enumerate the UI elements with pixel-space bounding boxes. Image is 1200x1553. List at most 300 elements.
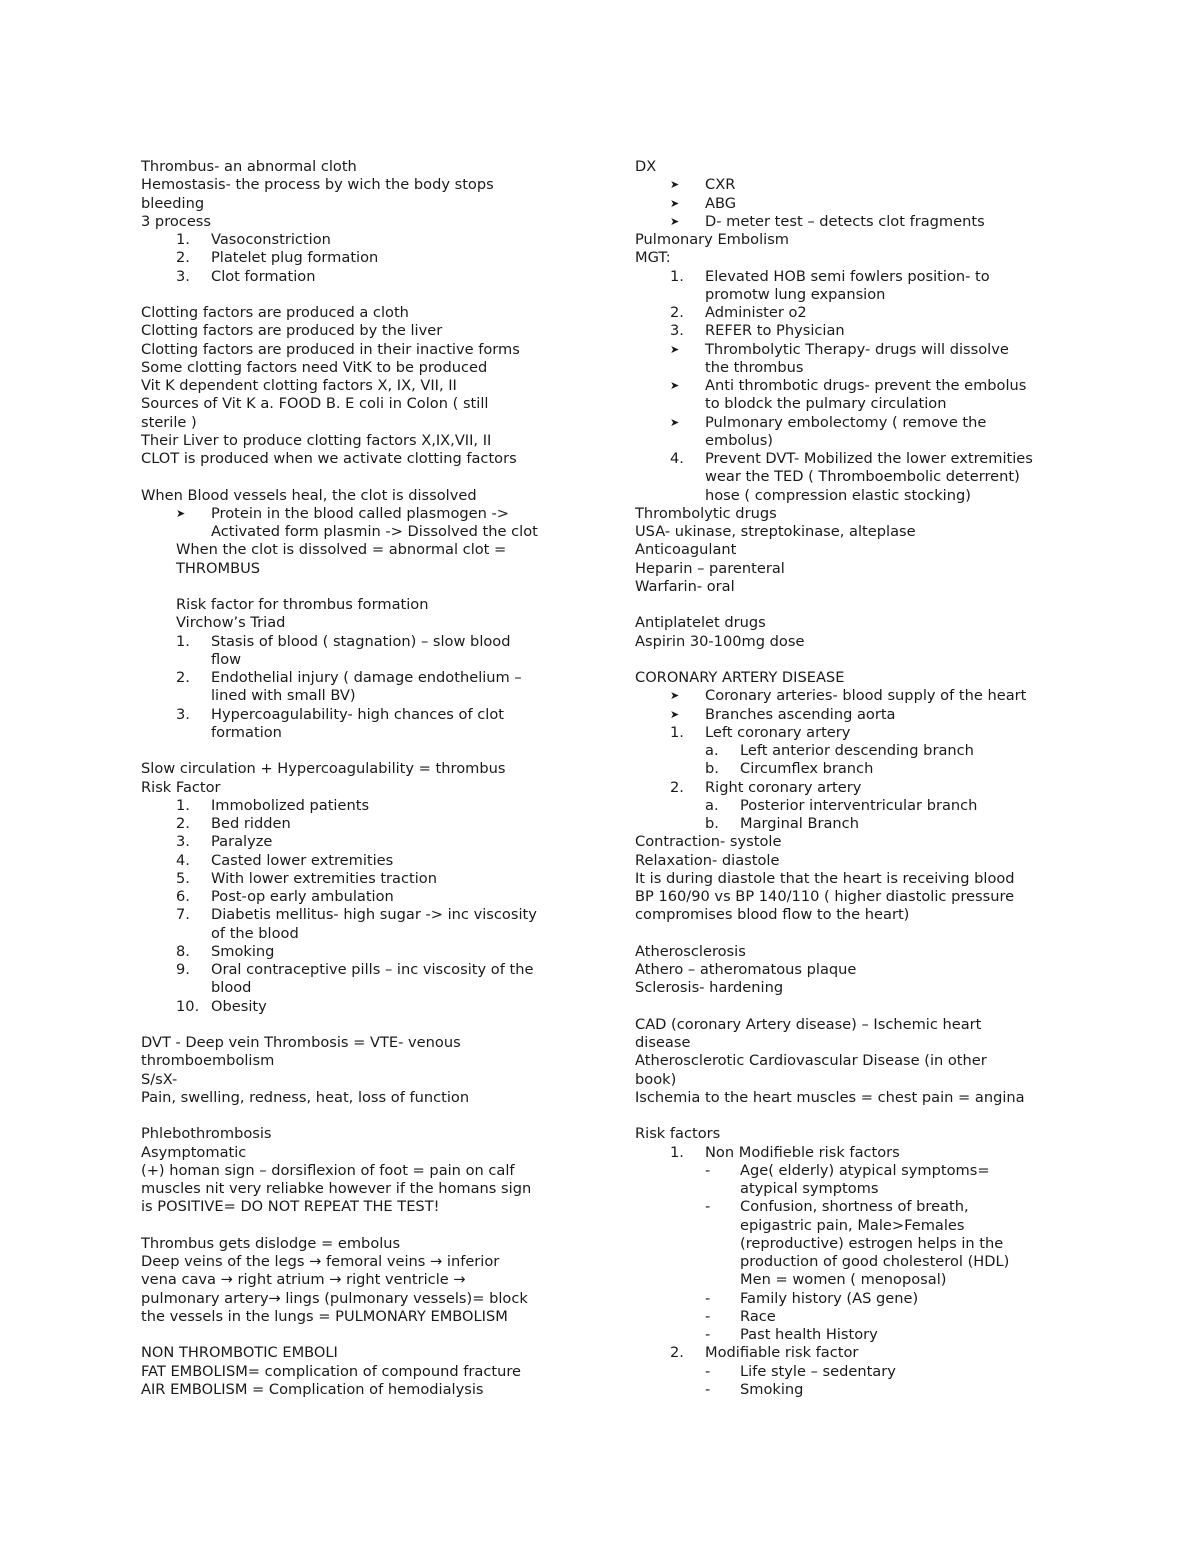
text-line	[141, 1162, 581, 1180]
line-text: Smoking	[740, 1380, 804, 1398]
line-text: muscles nit very reliabke however if the homans sign	[141, 1180, 532, 1197]
list-item	[141, 815, 581, 833]
left-column	[141, 158, 581, 1399]
text-line	[141, 377, 581, 395]
text-line	[635, 669, 1075, 687]
line-text: Atherosclerosis	[635, 942, 746, 960]
text-line	[635, 505, 1075, 523]
arrow-bullet-icon: ➤	[670, 379, 680, 392]
text-line	[141, 687, 581, 705]
text-line	[635, 523, 1075, 541]
line-text: Phlebothrombosis	[141, 1125, 272, 1143]
text-line	[635, 833, 1075, 851]
line-text: Pain, swelling, redness, heat, loss of function	[141, 1088, 470, 1106]
text-line	[141, 979, 581, 997]
line-text: Family history (AS gene)	[740, 1289, 919, 1307]
list-item	[635, 414, 1075, 432]
line-text: With lower extremities traction	[211, 869, 437, 887]
text-line	[141, 1089, 581, 1107]
text-line	[141, 925, 581, 943]
text-line	[141, 414, 581, 432]
list-item	[141, 505, 581, 523]
line-text: Obesity	[211, 997, 267, 1015]
list-item	[141, 888, 581, 906]
line-text: Ischemia to the heart muscles = chest pain = angina	[635, 1088, 1025, 1106]
arrow-bullet-icon: ➤	[670, 178, 680, 192]
line-text: Branches ascending aorta	[705, 705, 896, 723]
text-line	[141, 322, 581, 340]
blank-line	[635, 998, 1075, 1016]
line-text: Antiplatelet drugs	[635, 614, 766, 632]
arrow-bullet-icon: ➤	[670, 196, 680, 210]
line-text: Coronary arteries- blood supply of the heart	[705, 687, 1027, 705]
blank-line	[141, 468, 581, 486]
list-marker: 3.	[176, 267, 190, 285]
line-text: 3 process	[141, 212, 212, 230]
text-line	[635, 560, 1075, 578]
line-text: Thrombolytic Therapy- drugs will dissolve	[705, 340, 1009, 358]
line-text: Contraction- systole	[635, 833, 782, 851]
text-line	[635, 231, 1075, 249]
line-text: Diabetis mellitus- high sugar -> inc viscosity	[211, 906, 537, 924]
line-text: blood	[211, 979, 252, 997]
list-item	[635, 1326, 1075, 1344]
line-text: Athero – atheromatous plaque	[635, 961, 857, 978]
line-text: USA- ukinase, streptokinase, alteplase	[635, 523, 916, 540]
blank-line	[141, 1016, 581, 1034]
line-text: promotw lung expansion	[705, 285, 886, 303]
line-text: production of good cholesterol (HDL)	[740, 1253, 1010, 1270]
line-text: Casted lower extremities	[211, 851, 394, 869]
blank-line	[141, 1326, 581, 1344]
line-text: Slow circulation + Hypercoagulability = thrombus	[141, 760, 506, 778]
text-line	[635, 1253, 1075, 1271]
list-marker: -	[705, 1289, 711, 1307]
line-text: Stasis of blood ( stagnation) – slow blood	[211, 632, 511, 650]
text-line	[141, 1344, 581, 1362]
list-item	[635, 724, 1075, 742]
line-text: Age( elderly) atypical symptoms=	[740, 1161, 990, 1179]
text-line	[635, 1271, 1075, 1289]
line-text: bleeding	[141, 194, 205, 212]
text-line	[635, 852, 1075, 870]
line-text: Vit K dependent clotting factors X, IX, VII, II	[141, 377, 457, 394]
list-item	[635, 1381, 1075, 1399]
list-marker: 4.	[176, 851, 190, 869]
text-line	[141, 341, 581, 359]
text-line	[635, 1034, 1075, 1052]
blank-line	[141, 578, 581, 596]
list-marker: 6.	[176, 888, 190, 905]
line-text: Race	[740, 1307, 776, 1325]
list-item	[635, 1144, 1075, 1162]
list-marker: -	[705, 1326, 711, 1343]
line-text: REFER to Physician	[705, 322, 845, 340]
blank-line	[635, 651, 1075, 669]
list-marker: 1.	[670, 1143, 684, 1161]
text-line	[141, 450, 581, 468]
text-line	[635, 578, 1075, 596]
line-text: Bed ridden	[211, 815, 291, 832]
arrow-bullet-icon: ➤	[670, 689, 680, 703]
list-item	[635, 1308, 1075, 1326]
line-text: Clotting factors are produced by the liver	[141, 322, 443, 340]
list-item	[635, 779, 1075, 797]
line-text: Confusion, shortness of breath,	[740, 1198, 969, 1216]
line-text: Anticoagulant	[635, 541, 737, 559]
line-text: hose ( compression elastic stocking)	[705, 486, 971, 504]
arrow-bullet-icon: ➤	[670, 214, 680, 228]
text-line	[635, 614, 1075, 632]
text-line	[635, 1235, 1075, 1253]
line-text: the vessels in the lungs = PULMONARY EMBOLISM	[141, 1307, 508, 1325]
line-text: of the blood	[211, 924, 299, 942]
list-marker: 2.	[670, 304, 684, 321]
text-line	[635, 1125, 1075, 1143]
line-text: Thrombolytic drugs	[635, 504, 777, 522]
line-text: to blodck the pulmary circulation	[705, 395, 947, 413]
list-marker: 1.	[176, 632, 190, 650]
line-text: Men = women ( menoposal)	[740, 1271, 947, 1289]
line-text: CORONARY ARTERY DISEASE	[635, 669, 845, 686]
list-item	[141, 249, 581, 267]
list-item	[141, 833, 581, 851]
line-text: Risk Factor	[141, 778, 221, 796]
text-line	[141, 596, 581, 614]
line-text: Relaxation- diastole	[635, 851, 780, 869]
text-line	[141, 304, 581, 322]
text-line	[635, 1089, 1075, 1107]
list-item	[635, 687, 1075, 705]
line-text: Life style – sedentary	[740, 1362, 896, 1380]
arrow-bullet-icon: ➤	[670, 707, 680, 721]
line-text: THROMBUS	[176, 559, 261, 577]
line-text: Pulmonary embolectomy ( remove the	[705, 413, 987, 431]
text-line	[635, 870, 1075, 888]
list-item	[635, 706, 1075, 724]
text-line	[141, 1235, 581, 1253]
line-text: Anti thrombotic drugs- prevent the embolus	[705, 377, 1027, 394]
list-item	[141, 870, 581, 888]
line-text: Virchow’s Triad	[176, 614, 286, 632]
text-line	[635, 633, 1075, 651]
line-text: Pulmonary Embolism	[635, 231, 790, 248]
line-text: thromboembolism	[141, 1052, 275, 1070]
text-line	[635, 1180, 1075, 1198]
text-line	[141, 359, 581, 377]
text-line	[635, 359, 1075, 377]
text-line	[635, 487, 1075, 505]
text-line	[141, 1253, 581, 1271]
blank-line	[635, 925, 1075, 943]
text-line	[141, 1308, 581, 1326]
list-item	[635, 815, 1075, 833]
line-text: book)	[635, 1070, 677, 1088]
list-item	[141, 906, 581, 924]
line-text: Asymptomatic	[141, 1143, 247, 1161]
list-marker: -	[705, 1198, 711, 1216]
line-text: CAD (coronary Artery disease) – Ischemic heart	[635, 1015, 982, 1033]
list-item	[635, 213, 1075, 231]
right-column	[635, 158, 1075, 1399]
line-text: NON THROMBOTIC EMBOLI	[141, 1344, 338, 1362]
text-line	[141, 195, 581, 213]
list-item	[635, 341, 1075, 359]
line-text: Protein in the blood called plasmogen ->	[211, 504, 509, 522]
line-text: (reproductive) estrogen helps in the	[740, 1234, 1004, 1252]
line-text: AIR EMBOLISM = Complication of hemodialysis	[141, 1380, 484, 1398]
list-marker: b.	[705, 760, 719, 778]
blank-line	[141, 742, 581, 760]
text-line	[141, 432, 581, 450]
list-item	[141, 268, 581, 286]
list-item	[635, 742, 1075, 760]
text-line	[141, 1180, 581, 1198]
line-text: Posterior interventricular branch	[740, 796, 978, 814]
list-item	[635, 760, 1075, 778]
line-text: Sclerosis- hardening	[635, 979, 784, 997]
text-line	[141, 487, 581, 505]
text-line	[635, 979, 1075, 997]
list-marker: 10.	[176, 997, 200, 1015]
list-marker: a.	[705, 796, 719, 814]
line-text: Warfarin- oral	[635, 577, 735, 595]
list-item	[635, 450, 1075, 468]
text-line	[635, 395, 1075, 413]
list-item	[635, 377, 1075, 395]
line-text: formation	[211, 723, 282, 741]
text-line	[635, 961, 1075, 979]
text-line	[635, 249, 1075, 267]
line-text: Endothelial injury ( damage endothelium –	[211, 669, 522, 686]
text-line	[635, 286, 1075, 304]
list-item	[635, 1162, 1075, 1180]
line-text: It is during diastole that the heart is receiving blood	[635, 869, 1015, 887]
line-text: Atherosclerotic Cardiovascular Disease (in other	[635, 1052, 987, 1070]
line-text: Vasoconstriction	[211, 231, 331, 248]
line-text: Clot formation	[211, 267, 316, 285]
line-text: When Blood vessels heal, the clot is dissolved	[141, 486, 477, 504]
line-text: Clotting factors are produced a cloth	[141, 304, 409, 321]
text-line	[141, 541, 581, 559]
line-text: Smoking	[211, 942, 275, 960]
line-text: Post-op early ambulation	[211, 888, 394, 905]
text-line	[635, 1052, 1075, 1070]
line-text: (+) homan sign – dorsiflexion of foot = pain on calf	[141, 1161, 515, 1179]
line-text: Hemostasis- the process by wich the body stops	[141, 176, 494, 194]
list-marker: -	[705, 1380, 711, 1398]
line-text: Their Liver to produce clotting factors X,IX,VII, II	[141, 431, 492, 449]
arrow-bullet-icon: ➤	[670, 342, 680, 356]
line-text: Left coronary artery	[705, 723, 851, 741]
text-line	[141, 560, 581, 578]
line-text: Right coronary artery	[705, 778, 862, 796]
list-item	[141, 961, 581, 979]
list-item	[141, 998, 581, 1016]
list-marker: 4.	[670, 450, 684, 467]
list-marker: 1.	[176, 796, 190, 814]
line-text: Thrombus- an abnormal cloth	[141, 158, 357, 175]
line-text: Modifiable risk factor	[705, 1344, 859, 1362]
list-item	[635, 195, 1075, 213]
text-line	[635, 158, 1075, 176]
line-text: disease	[635, 1034, 691, 1051]
list-marker: -	[705, 1362, 711, 1380]
text-line	[141, 1034, 581, 1052]
line-text: Risk factor for thrombus formation	[176, 596, 429, 613]
line-text: Deep veins of the legs → femoral veins → inferior	[141, 1253, 500, 1270]
line-text: Some clotting factors need VitK to be produced	[141, 358, 488, 376]
list-marker: 3.	[670, 322, 684, 340]
list-item	[635, 797, 1075, 815]
list-marker: -	[705, 1161, 711, 1179]
line-text: When the clot is dissolved = abnormal clot =	[176, 541, 507, 559]
line-text: Past health History	[740, 1326, 878, 1343]
line-text: Circumflex branch	[740, 760, 874, 778]
list-item	[141, 943, 581, 961]
line-text: Left anterior descending branch	[740, 742, 974, 759]
text-line	[141, 1198, 581, 1216]
list-item	[635, 304, 1075, 322]
line-text: lined with small BV)	[211, 687, 356, 705]
blank-line	[141, 286, 581, 304]
line-text: Hypercoagulability- high chances of clot	[211, 705, 504, 723]
text-line	[141, 1381, 581, 1399]
text-line	[141, 651, 581, 669]
arrow-bullet-icon: ➤	[176, 506, 186, 520]
list-marker: 7.	[176, 906, 190, 924]
blank-line	[141, 1107, 581, 1125]
list-marker: b.	[705, 815, 719, 832]
line-text: Heparin – parenteral	[635, 559, 785, 577]
text-line	[141, 213, 581, 231]
list-marker: 1.	[176, 231, 190, 248]
line-text: Non Modifieble risk factors	[705, 1143, 900, 1161]
text-line	[141, 779, 581, 797]
line-text: Paralyze	[211, 833, 273, 851]
list-item	[141, 669, 581, 687]
text-line	[141, 1125, 581, 1143]
list-marker: 8.	[176, 942, 190, 960]
list-item	[141, 633, 581, 651]
line-text: Platelet plug formation	[211, 249, 379, 267]
line-text: flow	[211, 650, 242, 668]
text-line	[635, 906, 1075, 924]
text-line	[141, 1071, 581, 1089]
text-line	[141, 1363, 581, 1381]
text-line	[141, 1290, 581, 1308]
line-text: D- meter test – detects clot fragments	[705, 212, 985, 230]
line-text: Oral contraceptive pills – inc viscosity of the	[211, 961, 534, 978]
line-text: Immobolized patients	[211, 796, 370, 814]
list-item	[635, 1363, 1075, 1381]
line-text: ABG	[705, 194, 737, 212]
text-line	[635, 1071, 1075, 1089]
list-marker: 5.	[176, 869, 190, 887]
line-text: embolus)	[705, 431, 773, 449]
list-item	[635, 268, 1075, 286]
list-marker: 1.	[670, 267, 684, 285]
line-text: FAT EMBOLISM= complication of compound fracture	[141, 1362, 521, 1380]
list-item	[635, 322, 1075, 340]
list-marker: 3.	[176, 705, 190, 723]
line-text: atypical symptoms	[740, 1180, 879, 1197]
text-line	[635, 1016, 1075, 1034]
line-text: Prevent DVT- Mobilized the lower extremities	[705, 450, 1033, 467]
line-text: Sources of Vit K a. FOOD B. E coli in Colon ( still	[141, 395, 489, 413]
line-text: DVT - Deep vein Thrombosis = VTE- venous	[141, 1034, 461, 1051]
list-item	[635, 1344, 1075, 1362]
text-line	[635, 468, 1075, 486]
text-line	[635, 888, 1075, 906]
line-text: Elevated HOB semi fowlers position- to	[705, 267, 990, 285]
list-marker: 2.	[670, 778, 684, 796]
text-line	[141, 523, 581, 541]
line-text: DX	[635, 158, 657, 175]
list-item	[141, 797, 581, 815]
list-item	[635, 1198, 1075, 1216]
list-item	[635, 1290, 1075, 1308]
list-marker: 9.	[176, 961, 190, 978]
line-text: S/sX-	[141, 1070, 178, 1088]
list-marker: 2.	[176, 669, 190, 686]
line-text: CXR	[705, 176, 736, 194]
line-text: Administer o2	[705, 304, 807, 321]
text-line	[635, 541, 1075, 559]
list-marker: 1.	[670, 723, 684, 741]
list-item	[141, 852, 581, 870]
line-text: Marginal Branch	[740, 815, 859, 832]
blank-line	[635, 1107, 1075, 1125]
list-marker: 2.	[176, 815, 190, 832]
list-marker: 3.	[176, 833, 190, 851]
list-marker: -	[705, 1307, 711, 1325]
line-text: vena cava → right atrium → right ventricle →	[141, 1271, 466, 1289]
line-text: MGT:	[635, 249, 671, 267]
line-text: wear the TED ( Thromboembolic deterrent)	[705, 468, 1020, 486]
text-line	[635, 943, 1075, 961]
text-line	[141, 724, 581, 742]
line-text: Clotting factors are produced in their inactive forms	[141, 340, 520, 358]
blank-line	[635, 596, 1075, 614]
text-line	[635, 432, 1075, 450]
text-line	[141, 176, 581, 194]
list-item	[141, 706, 581, 724]
text-line	[141, 1052, 581, 1070]
line-text: pulmonary artery→ lings (pulmonary vessels)= block	[141, 1289, 528, 1307]
arrow-bullet-icon: ➤	[670, 415, 680, 429]
line-text: epigastric pain, Male>Females	[740, 1216, 965, 1234]
list-item	[141, 231, 581, 249]
text-line	[141, 1271, 581, 1289]
line-text: sterile )	[141, 413, 197, 431]
text-line	[141, 158, 581, 176]
text-line	[141, 760, 581, 778]
line-text: BP 160/90 vs BP 140/110 ( higher diastolic pressure	[635, 888, 1015, 905]
line-text: Aspirin 30-100mg dose	[635, 632, 805, 650]
text-line	[141, 614, 581, 632]
list-marker: 2.	[670, 1344, 684, 1362]
list-marker: a.	[705, 742, 719, 759]
line-text: Activated form plasmin -> Dissolved the clot	[211, 523, 538, 540]
list-item	[635, 176, 1075, 194]
text-line	[141, 395, 581, 413]
line-text: CLOT is produced when we activate clotting factors	[141, 450, 517, 467]
blank-line	[141, 1217, 581, 1235]
text-line	[635, 1217, 1075, 1235]
list-marker: 2.	[176, 249, 190, 267]
line-text: is POSITIVE= DO NOT REPEAT THE TEST!	[141, 1198, 440, 1216]
